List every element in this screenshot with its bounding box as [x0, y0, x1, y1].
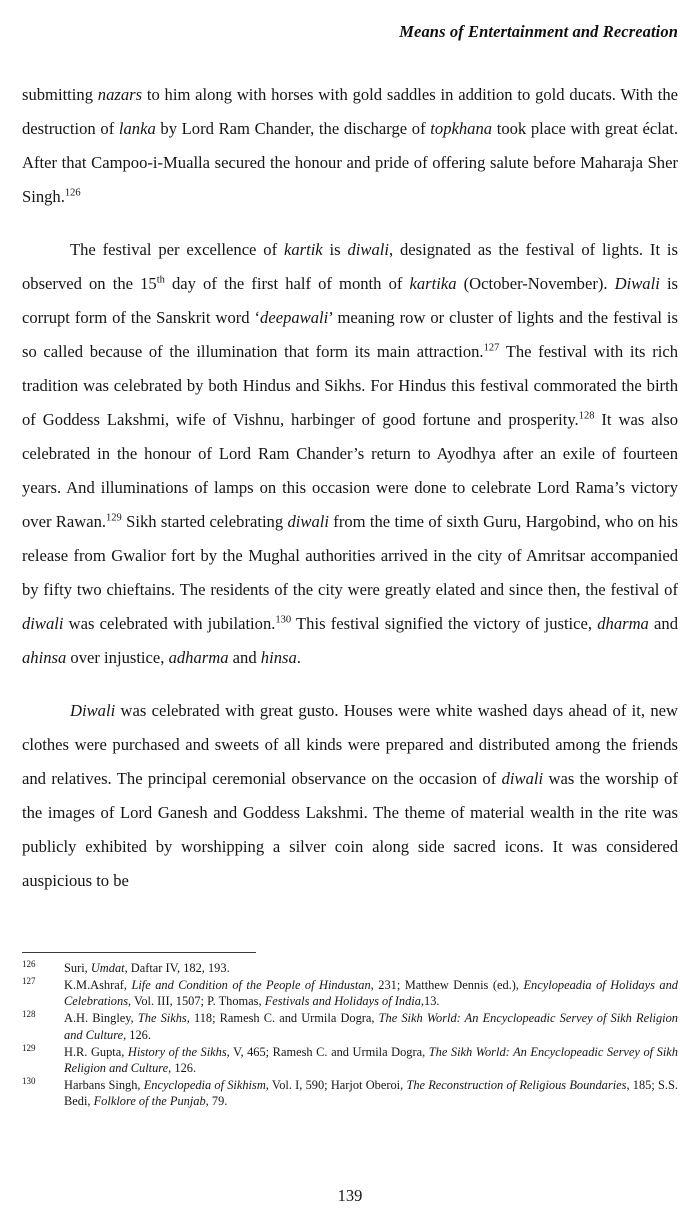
- italic-term: nazars: [97, 85, 143, 104]
- italic-term: Life and Condition of the People of Hindustan: [131, 977, 371, 992]
- text-run: over injustice,: [66, 648, 169, 667]
- text-run: , 126.: [168, 1060, 197, 1075]
- text-run: .: [296, 648, 301, 667]
- para-2: [22, 233, 678, 675]
- text-run: was celebrated with great gusto. Houses were white washed days ahead of it, new clothes were purchased and sweets of all kinds were prepared and distributed among the friends and relatives. The principal ceremonial observance on the occasion of: [22, 701, 678, 788]
- para-3: [22, 694, 678, 898]
- italic-term: Encyclopedia of Sikhism,: [143, 1077, 269, 1092]
- footnote-number: [22, 1043, 48, 1059]
- page-number: 139: [337, 1186, 363, 1205]
- footnote-number-text: 128: [22, 1009, 36, 1020]
- italic-term: The Sikh World: An Encyclopeadic Servey of Sikh Religion and Culture: [64, 1044, 678, 1075]
- text-run: ’ meaning row or cluster of lights and the festival is so called because of the illumination that form its main attraction.: [22, 308, 678, 361]
- text-run: A.H. Bingley,: [64, 1011, 138, 1026]
- footnote-item: [22, 1010, 678, 1043]
- footnote-reference: 127: [483, 342, 500, 354]
- text-run: from the time of sixth Guru, Hargobind, who on his release from Gwalior fort by the Mughal authorities arrived in the city of Amritsar accompanied by fifty two chieftains. The residents of the city were greatly elated and since then, the festival of: [22, 512, 678, 599]
- running-head: Means of Entertainment and Recreation: [399, 22, 678, 41]
- text-run: The festival with its rich tradition was celebrated by both Hindus and Sikhs. For Hindus this festival commorated the birth of Goddess Lakshmi, wife of Vishnu, harbinger of good fortune and prosperity.: [22, 342, 678, 429]
- italic-term: Festivals and Holidays of India,: [264, 994, 425, 1009]
- footnote-number-text: 127: [22, 975, 36, 986]
- footnote-separator-rule: [22, 952, 256, 953]
- footnote-item: [22, 960, 678, 976]
- footnote-number: [22, 1009, 48, 1025]
- text-run: Suri,: [64, 961, 91, 975]
- text-run: 118; Ramesh C. and Urmila Dogra,: [189, 1011, 379, 1026]
- text-run: , 185; S.S. Bedi,: [64, 1077, 678, 1109]
- footnote-reference: 129: [106, 512, 122, 524]
- text-run: K.M.Ashraf,: [64, 977, 132, 992]
- italic-term: adharma: [168, 648, 229, 667]
- italic-term: kartika: [409, 274, 457, 293]
- footnote-number-text: 129: [22, 1042, 36, 1053]
- text-run: to him along with horses with gold saddles in addition to gold ducats. With the destruction of: [22, 85, 678, 138]
- italic-term: History of the Sikhs,: [127, 1044, 230, 1059]
- text-run: 13.: [424, 994, 440, 1009]
- text-run: , 126.: [123, 1027, 151, 1042]
- italic-term: diwali: [501, 769, 544, 788]
- footnote-number: [22, 976, 48, 992]
- text-run: was the worship of the images of Lord Ganesh and Goddess Lakshmi. The theme of material wealth in the rite was publicly exhibited by worshipping a silver coin along side sacred icons. It was considered auspicious to be: [22, 769, 678, 890]
- footnote-reference: 126: [64, 187, 81, 199]
- italic-term: topkhana: [430, 119, 493, 138]
- text-run: day of the first half of month of: [164, 274, 410, 293]
- italic-term: Diwali: [70, 701, 116, 720]
- text-run: and: [228, 648, 261, 667]
- italic-term: lanka: [118, 119, 156, 138]
- italic-term: kartik: [283, 240, 323, 259]
- text-run: (October-November).: [456, 274, 615, 293]
- text-run: , Vol. III, 1507; P. Thomas,: [128, 994, 265, 1009]
- text-run: is corrupt form of the Sanskrit word ‘: [22, 274, 679, 327]
- footnote-area: [22, 952, 678, 1110]
- text-run: Harbans Singh,: [64, 1077, 144, 1092]
- text-run: V, 465; Ramesh C. and Urmila Dogra,: [229, 1044, 429, 1059]
- text-run: , designated as the festival of lights. It is observed on the 15: [22, 240, 678, 293]
- text-run: Sikh started celebrating: [121, 512, 288, 531]
- italic-term: dharma: [597, 614, 649, 633]
- italic-term: diwali: [22, 614, 64, 633]
- italic-term: The Sikh World: An Encyclopeadic Servey of Sikh Religion and Culture: [64, 1011, 678, 1042]
- italic-term: Encylopeadia of Holidays and Celebrations: [64, 977, 679, 1009]
- text-run: This festival signified the victory of justice,: [291, 614, 598, 633]
- italic-term: Umdat,: [90, 961, 128, 975]
- text-run: The festival per excellence of: [70, 240, 284, 259]
- footnote-number-text: 126: [22, 959, 36, 969]
- italic-term: Folklore of the Punjab,: [93, 1094, 209, 1109]
- italic-term: deepawali: [260, 308, 329, 327]
- italic-term: Diwali: [614, 274, 660, 293]
- footnote-number: [22, 1076, 48, 1092]
- italic-term: diwali: [347, 240, 389, 259]
- italic-term: The Sikhs,: [137, 1011, 190, 1026]
- text-run: was celebrated with jubilation.: [63, 614, 276, 633]
- footnote-number-text: 130: [22, 1075, 36, 1086]
- text-run: Vol. I, 590; Harjot Oberoi,: [268, 1077, 407, 1092]
- text-run: took place with great éclat. After that Campoo-i-Mualla secured the honour and pride of offering salute before Maharaja Sher Singh.: [22, 119, 678, 206]
- footnote-reference: 130: [275, 614, 292, 626]
- italic-term: ahinsa: [22, 648, 67, 667]
- text-run: by Lord Ram Chander, the discharge of: [155, 119, 431, 138]
- text-run: Daftar IV, 182, 193.: [127, 961, 230, 975]
- text-run: submitting: [22, 85, 98, 104]
- footnote-list: [22, 960, 678, 1110]
- italic-term: The Reconstruction of Religious Boundaries: [406, 1077, 627, 1092]
- text-run: , 231; Matthew Dennis (ed.),: [370, 977, 524, 992]
- body-text: [22, 78, 678, 898]
- text-run: 79.: [208, 1094, 228, 1109]
- footnote-reference: th: [156, 274, 165, 286]
- footnote-item: [22, 1044, 678, 1077]
- text-run: and: [648, 614, 678, 633]
- text-run: H.R. Gupta,: [64, 1044, 128, 1059]
- footnote-item: [22, 1077, 678, 1110]
- italic-term: hinsa: [260, 648, 297, 667]
- italic-term: diwali: [287, 512, 329, 531]
- text-run: is: [322, 240, 348, 259]
- para-1: [22, 78, 678, 214]
- footnote-reference: 128: [578, 410, 595, 422]
- footnote-item: [22, 977, 678, 1010]
- text-run: It was also celebrated in the honour of Lord Ram Chander’s return to Ayodhya after an exile of fourteen years. And illuminations of lamps on this occasion were done to celebrate Lord Rama’s victory over Rawan.: [22, 410, 678, 531]
